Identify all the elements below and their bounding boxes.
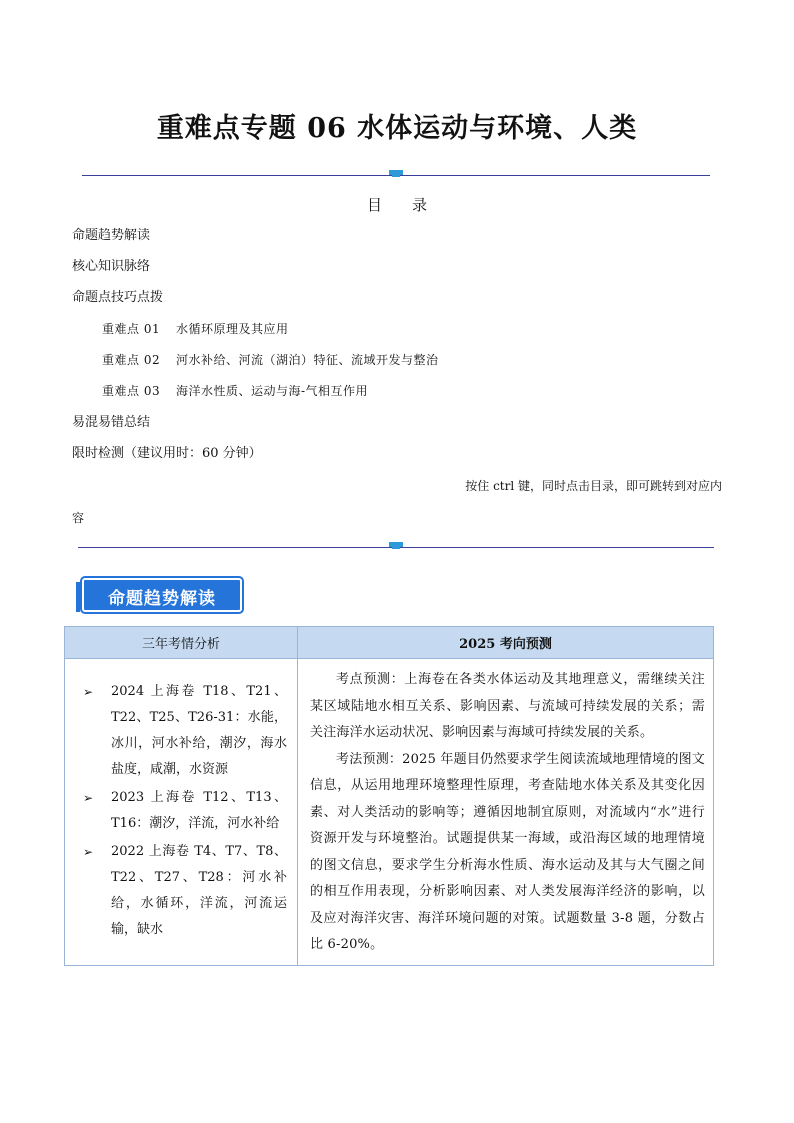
prediction-method: 考法预测：2025 年题目仍然要求学生阅读流域地理情境的图文信息，从运用地理环境整理性原理，考查陆地水体关系及其变化因素、对人类活动的影响等；遵循因地制宜原则，对流域内“水”进行资源开发与环境整治。试题提供某一海域，或沿海区域的地理情境的图文信息，要求学生分析海水性质、海水运动及其与大气圈之间的相互作用表现，分析影响因素、对人类发展海洋经济的影响，以及应对海洋灾害、海洋环境问题的对策。试题数量 3-8 题，分数占比 6-20%。 <box>310 751 705 952</box>
list-item <box>79 785 287 837</box>
toc-heading: 目录 <box>366 196 457 214</box>
toc-item-test[interactable]: 限时检测（建议用时：60 分钟） <box>72 446 262 461</box>
analysis-2022: 2022 上海卷 T4、T7、T8、T22、T27、T28：河水补给，水循环，洋流，河流运输，缺水 <box>111 844 287 937</box>
toc-subitem-label: 水循环原理及其应用 <box>176 322 289 336</box>
divider-accent-icon <box>389 542 403 547</box>
toc-subitem-01[interactable] <box>102 321 289 337</box>
header-prediction: 2025 考向预测 <box>298 627 714 659</box>
page-title: 重难点专题 06 水体运动与环境、人类 <box>156 113 638 144</box>
toc-subitem-label: 海洋水性质、运动与海-气相互作用 <box>176 384 369 398</box>
analysis-2023: 2023 上海卷 T12、T13、T16：潮汐，洋流，河水补给 <box>111 790 287 831</box>
analysis-2024: 2024 上海卷 T18、T21、T22、T25、T26-31：水能，冰川，河水补给，潮汐，海水盐度，咸潮，水资源 <box>111 684 287 777</box>
toc-subitem-code: 重难点 01 <box>102 322 161 336</box>
divider-accent-icon <box>389 170 403 175</box>
table-row <box>65 659 714 966</box>
toc-item-skills[interactable]: 命题点技巧点拨 <box>72 290 164 305</box>
arrow-bullet-icon: ➢ <box>83 685 94 699</box>
toc-item-knowledge[interactable]: 核心知识脉络 <box>72 259 151 274</box>
arrow-bullet-icon: ➢ <box>83 791 94 805</box>
section-banner <box>76 572 246 616</box>
toc-subitem-label: 河水补给、河流（湖泊）特征、流域开发与整治 <box>176 353 439 367</box>
list-item <box>79 839 287 943</box>
toc-note-line2: 容 <box>72 511 85 525</box>
banner-title: 命题趋势解读 <box>108 589 216 609</box>
header-analysis: 三年考情分析 <box>65 627 298 659</box>
trend-table <box>64 626 714 966</box>
table-header-row <box>65 627 714 659</box>
arrow-bullet-icon: ➢ <box>83 845 94 859</box>
prediction-topic: 考点预测：上海卷在各类水体运动及其地理意义，需继续关注某区域陆地水相互关系、影响因素、与流域可持续发展的关系；需关注海洋水运动状况、影响因素与海域可持续发展的关系。 <box>310 672 705 740</box>
prediction-cell <box>298 659 714 966</box>
toc-subitem-code: 重难点 02 <box>102 353 161 367</box>
analysis-cell <box>65 659 298 966</box>
toc-item-trend[interactable]: 命题趋势解读 <box>72 228 151 243</box>
toc-subitem-code: 重难点 03 <box>102 384 161 398</box>
toc-item-mistakes[interactable]: 易混易错总结 <box>72 415 151 430</box>
toc-subitem-02[interactable] <box>102 352 439 368</box>
toc-subitem-03[interactable] <box>102 383 368 399</box>
banner-tab-icon <box>76 582 80 612</box>
toc-note-line1: 按住 ctrl 键，同时点击目录，即可跳转到对应内 <box>465 479 722 493</box>
list-item <box>79 679 287 783</box>
